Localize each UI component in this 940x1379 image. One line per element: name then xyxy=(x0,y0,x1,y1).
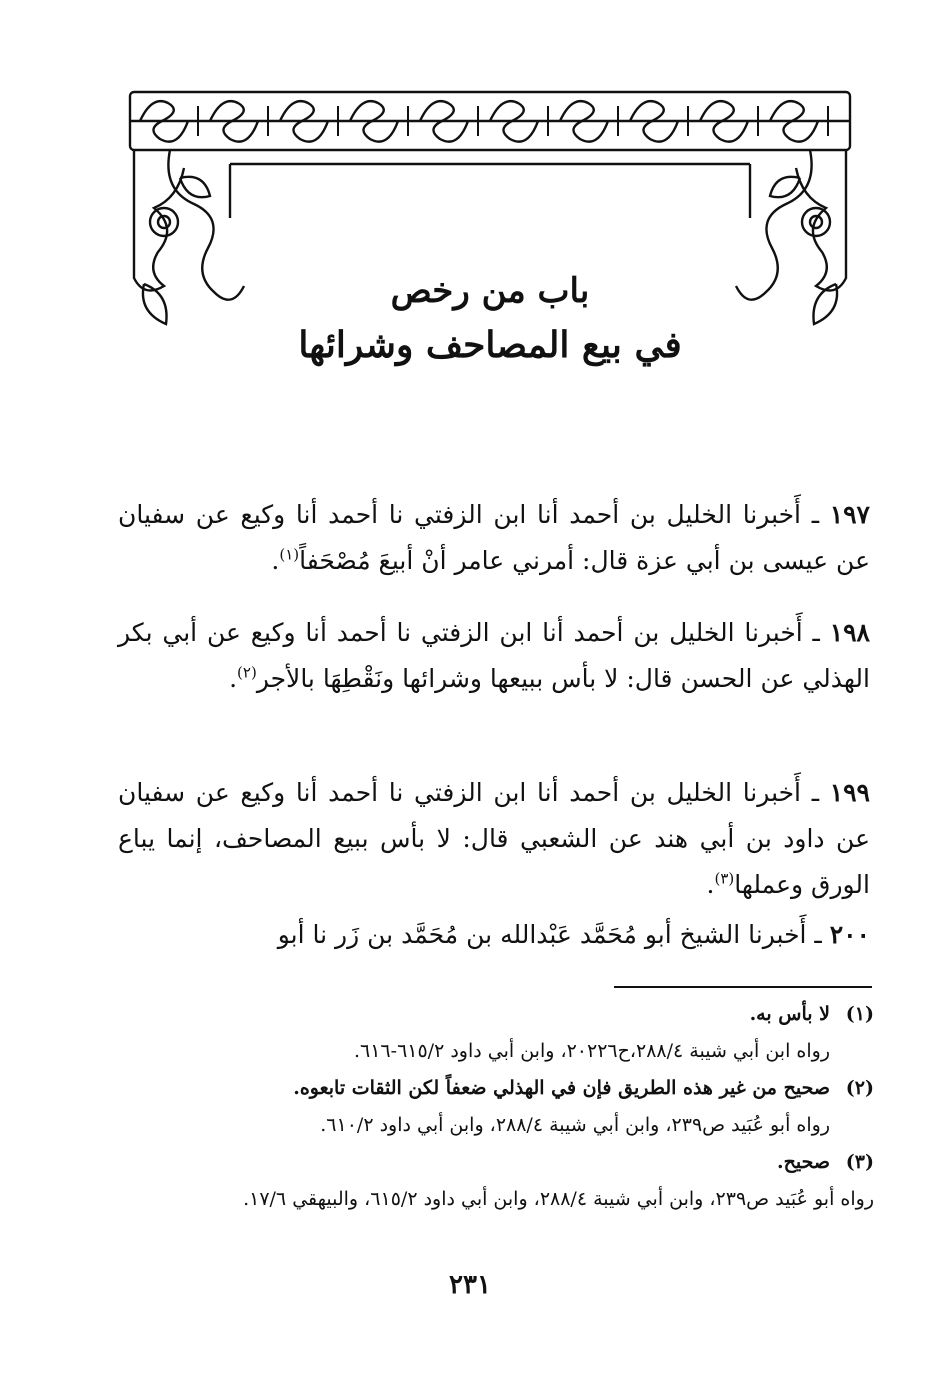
paragraph-tail: . xyxy=(229,664,238,693)
footnote-2 xyxy=(118,1070,874,1107)
footnote-marker: (٣) xyxy=(845,1151,874,1173)
paragraph-197 xyxy=(118,492,870,584)
page-number: ٢٣١ xyxy=(449,1270,491,1300)
paragraph-text: ـ أَخبرنا الخليل بن أحمد أنا ابن الزفتي نا أحمد أنا وكيع عن سفيان عن عيسى بن أبي عزة قال: أمرني عامر أنْ أبيعَ مُصْحَفاً xyxy=(118,500,870,575)
footnote-verdict: صحيح من غير هذه الطريق فإن في الهذلي ضعفاً لكن الثقات تابعوه. xyxy=(293,1077,830,1099)
footnote-verdict: لا بأس به. xyxy=(749,1003,830,1025)
paragraph-199 xyxy=(118,770,870,908)
paragraph-number: ١٩٩ xyxy=(829,778,870,807)
paragraph-tail: . xyxy=(271,546,280,575)
footnote-reference: رواه أبو عُبَيد ص٢٣٩، وابن أبي شيبة ٢٨٨/٤، وابن أبي داود ٦١٥/٢، والبيهقي ١٧/٦. xyxy=(243,1188,874,1210)
footnote-verdict: صحيح. xyxy=(776,1151,830,1173)
footnote-divider xyxy=(614,986,872,988)
footnote-reference: رواه ابن أبي شيبة ٢٨٨/٤،ح٢٠٢٢٦، وابن أبي داود ٦١٥/٢-٦١٦. xyxy=(353,1040,830,1062)
footnote-ref[interactable]: (٢) xyxy=(237,663,257,682)
paragraph-number: ١٩٨ xyxy=(829,618,870,647)
paragraph-200 xyxy=(118,912,870,958)
footnote-3 xyxy=(118,1144,874,1181)
footnote-reference: رواه أبو عُبَيد ص٢٣٩، وابن أبي شيبة ٢٨٨/٤، وابن أبي داود ٦١٠/٢. xyxy=(320,1114,830,1136)
paragraph-text: ـ أَخبرنا الخليل بن أحمد أنا ابن الزفتي نا أحمد أنا وكيع عن سفيان عن داود بن أبي هند عن الشعبي قال: لا بأس ببيع المصاحف، إنما يباع الورق وعملها xyxy=(118,778,870,899)
footnote-marker: (١) xyxy=(845,1003,874,1025)
footnote-ref[interactable]: (١) xyxy=(279,545,300,564)
footnote-1 xyxy=(118,996,874,1033)
paragraph-text: ـ أَخبرنا الخليل بن أحمد أنا ابن الزفتي نا أحمد أنا وكيع عن أبي بكر الهذلي عن الحسن قال: لا بأس ببيعها وشرائها ونَقْطِهَا بالأجر xyxy=(118,618,870,693)
footnotes-section xyxy=(118,996,874,1218)
paragraph-198 xyxy=(118,610,870,702)
paragraph-number: ٢٠٠ xyxy=(829,920,870,949)
footnote-ref[interactable]: (٣) xyxy=(714,869,735,888)
footnote-marker: (٢) xyxy=(845,1077,874,1099)
chapter-title-line-1: باب من رخص xyxy=(390,271,590,311)
chapter-title-line-2: في بيع المصاحف وشرائها xyxy=(298,324,682,366)
paragraph-number: ١٩٧ xyxy=(829,500,870,529)
paragraph-text: ـ أَخبرنا الشيخ أبو مُحَمَّد عَبْدالله بن مُحَمَّد بن زَر نا أبو xyxy=(277,920,822,949)
paragraph-tail: . xyxy=(706,870,715,899)
